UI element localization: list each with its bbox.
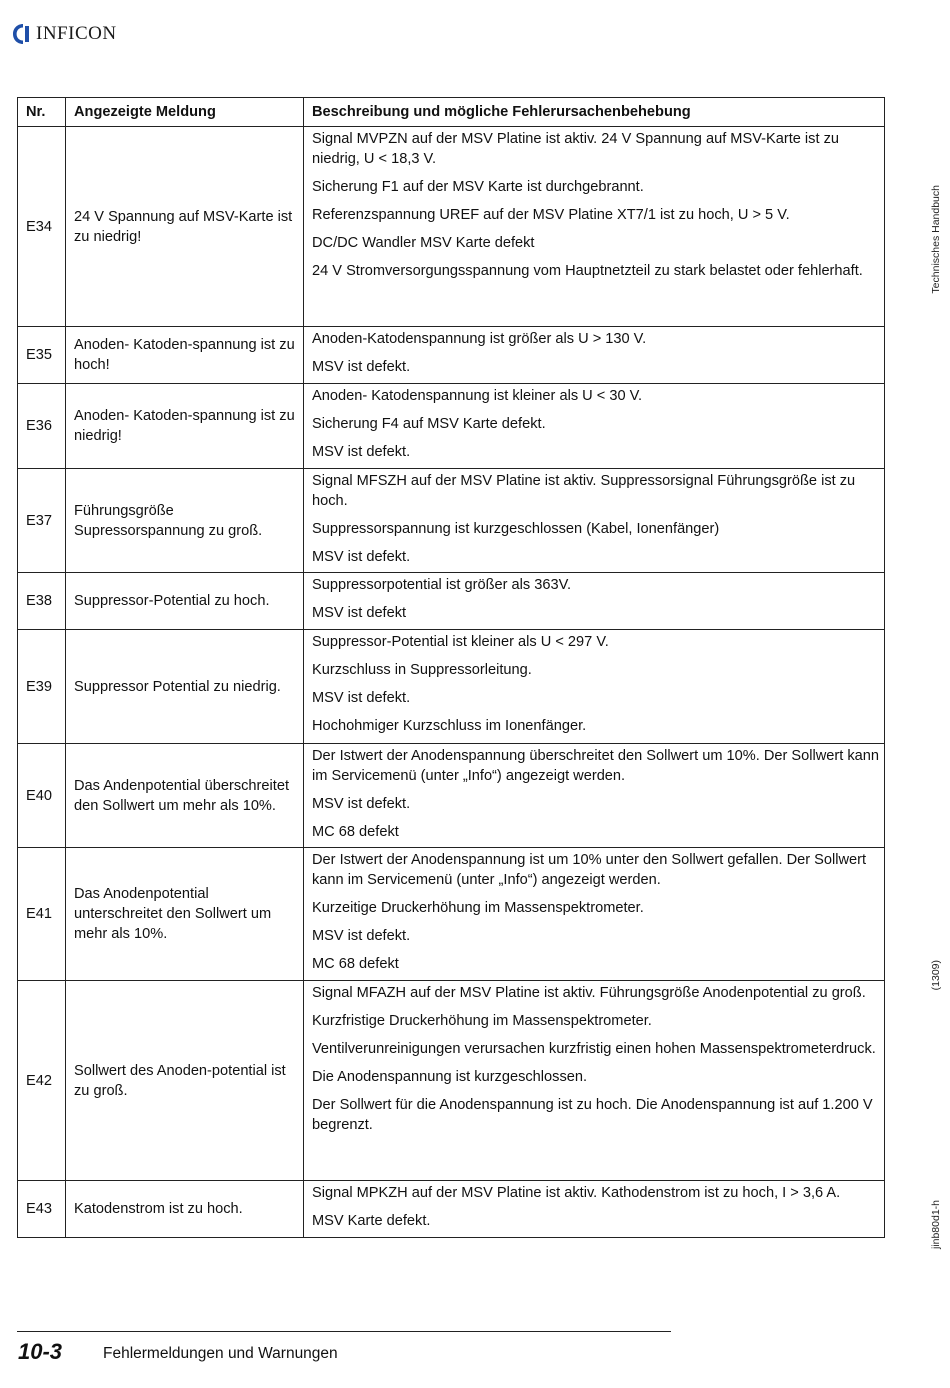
error-description-item: MSV ist defekt. (312, 690, 411, 706)
table-header-row (18, 98, 885, 127)
header-nr: Nr. (18, 98, 66, 127)
sidebar-date-code: (1309) (930, 960, 942, 991)
table-row (18, 981, 885, 1181)
error-message: Suppressor-Potential zu hoch. (66, 573, 304, 630)
error-description-item: Die Anodenspannung ist kurzgeschlossen. (312, 1069, 588, 1085)
error-description-item: Sicherung F4 auf MSV Karte defekt. (312, 416, 546, 432)
error-description-item: Anoden- Katodenspannung ist kleiner als U < 30 V. (312, 388, 643, 404)
table-row (18, 630, 885, 744)
error-description-cell (304, 127, 885, 327)
error-message: Das Anodenpotential unterschreitet den Sollwert um mehr als 10%. (66, 848, 304, 981)
sidebar-manual-label: Technisches Handbuch (930, 185, 942, 294)
footer-divider (17, 1331, 671, 1332)
table-row (18, 384, 885, 469)
error-description-item: Referenzspannung UREF auf der MSV Platine XT7/1 ist zu hoch, U > 5 V. (312, 207, 790, 223)
footer-section-title: Fehlermeldungen und Warnungen (103, 1345, 338, 1362)
error-description-item: MSV ist defekt. (312, 359, 411, 375)
error-description-item: MSV ist defekt. (312, 928, 411, 944)
table-row (18, 744, 885, 848)
error-message: 24 V Spannung auf MSV-Karte ist zu niedrig! (66, 127, 304, 327)
error-description-cell (304, 981, 885, 1181)
error-description-item: MC 68 defekt (312, 956, 399, 972)
error-description-item: 24 V Stromversorgungsspannung vom Hauptnetzteil zu stark belastet oder fehlerhaft. (312, 263, 863, 279)
error-message: Sollwert des Anoden-potential ist zu groß. (66, 981, 304, 1181)
error-message: Katodenstrom ist zu hoch. (66, 1181, 304, 1238)
error-description-item: MSV ist defekt (312, 605, 407, 621)
error-description-cell (304, 848, 885, 981)
error-description-cell (304, 573, 885, 630)
error-code: E35 (18, 327, 66, 384)
error-description-item: Der Istwert der Anodenspannung überschreitet den Sollwert um 10%. Der Sollwert kann im Servicemenü (unter „Info“) angezeigt werden. (312, 748, 880, 784)
error-message: Führungsgröße Supressorspannung zu groß. (66, 469, 304, 573)
error-description-item: Sicherung F1 auf der MSV Karte ist durchgebrannt. (312, 179, 644, 195)
page-number: 10-3 (18, 1339, 63, 1364)
error-description-item: Signal MPKZH auf der MSV Platine ist aktiv. Kathodenstrom ist zu hoch, I > 3,6 A. (312, 1185, 841, 1201)
error-message: Suppressor Potential zu niedrig. (66, 630, 304, 744)
error-description-item: MSV ist defekt. (312, 444, 411, 460)
error-description-item: Anoden-Katodenspannung ist größer als U > 130 V. (312, 331, 647, 347)
logo-text: INFICON (36, 23, 117, 44)
error-description-cell (304, 630, 885, 744)
error-description-item: MSV Karte defekt. (312, 1213, 431, 1229)
error-description-item: MC 68 defekt (312, 824, 399, 840)
error-message: Anoden- Katoden-spannung ist zu niedrig! (66, 384, 304, 469)
error-description-cell (304, 1181, 885, 1238)
error-code: E38 (18, 573, 66, 630)
error-code: E43 (18, 1181, 66, 1238)
error-message: Das Andenpotential überschreitet den Sollwert um mehr als 10%. (66, 744, 304, 848)
error-description-item: MSV ist defekt. (312, 796, 411, 812)
error-description-item: Der Sollwert für die Anodenspannung ist zu hoch. Die Anodenspannung ist auf 1.200 V begrenzt. (312, 1097, 873, 1133)
error-description-item: Hochohmiger Kurzschluss im Ionenfänger. (312, 718, 587, 734)
error-description-item: Signal MVPZN auf der MSV Platine ist aktiv. 24 V Spannung auf MSV-Karte ist zu niedrig, U < 18,3 V. (312, 131, 839, 167)
error-description-cell (304, 469, 885, 573)
table-row (18, 327, 885, 384)
error-description-cell (304, 744, 885, 848)
error-code: E37 (18, 469, 66, 573)
error-description-item: Signal MFSZH auf der MSV Platine ist aktiv. Suppressorsignal Führungsgröße ist zu hoch. (312, 473, 856, 509)
error-code: E40 (18, 744, 66, 848)
error-description-item: Der Istwert der Anodenspannung ist um 10% unter den Sollwert gefallen. Der Sollwert kann im Servicemenü (unter „Info“) angezeigt werden. (312, 852, 867, 888)
table-row (18, 848, 885, 981)
error-code: E36 (18, 384, 66, 469)
header-description: Beschreibung und mögliche Fehlerursachenbehebung (304, 98, 885, 127)
error-description-item: Ventilverunreinigungen verursachen kurzfristig einen hohen Massenspektrometerdruck. (312, 1041, 876, 1057)
table-row (18, 573, 885, 630)
sidebar-doc-id: jinb80d1-h (930, 1200, 942, 1250)
error-code: E41 (18, 848, 66, 981)
error-code: E39 (18, 630, 66, 744)
error-description-item: Suppressor-Potential ist kleiner als U < 297 V. (312, 634, 609, 650)
table-row (18, 469, 885, 573)
table-row (18, 127, 885, 327)
error-description-item: Kurzfristige Druckerhöhung im Massenspektrometer. (312, 1013, 652, 1029)
table-row (18, 1181, 885, 1238)
error-table (17, 97, 885, 1238)
error-description-item: Kurzschluss in Suppressorleitung. (312, 662, 532, 678)
error-description-item: Suppressorspannung ist kurzgeschlossen (Kabel, Ionenfänger) (312, 521, 720, 537)
inficon-logo (12, 22, 117, 46)
error-description-item: MSV ist defekt. (312, 549, 411, 565)
error-description-item: Suppressorpotential ist größer als 363V. (312, 577, 572, 593)
error-code: E34 (18, 127, 66, 327)
error-description-cell (304, 327, 885, 384)
header-message: Angezeigte Meldung (66, 98, 304, 127)
error-message: Anoden- Katoden-spannung ist zu hoch! (66, 327, 304, 384)
error-code: E42 (18, 981, 66, 1181)
error-description-cell (304, 384, 885, 469)
error-description-item: Signal MFAZH auf der MSV Platine ist aktiv. Führungsgröße Anodenpotential zu groß. (312, 985, 866, 1001)
inficon-logo-icon (12, 22, 34, 46)
error-description-item: Kurzeitige Druckerhöhung im Massenspektrometer. (312, 900, 644, 916)
error-description-item: DC/DC Wandler MSV Karte defekt (312, 235, 535, 251)
